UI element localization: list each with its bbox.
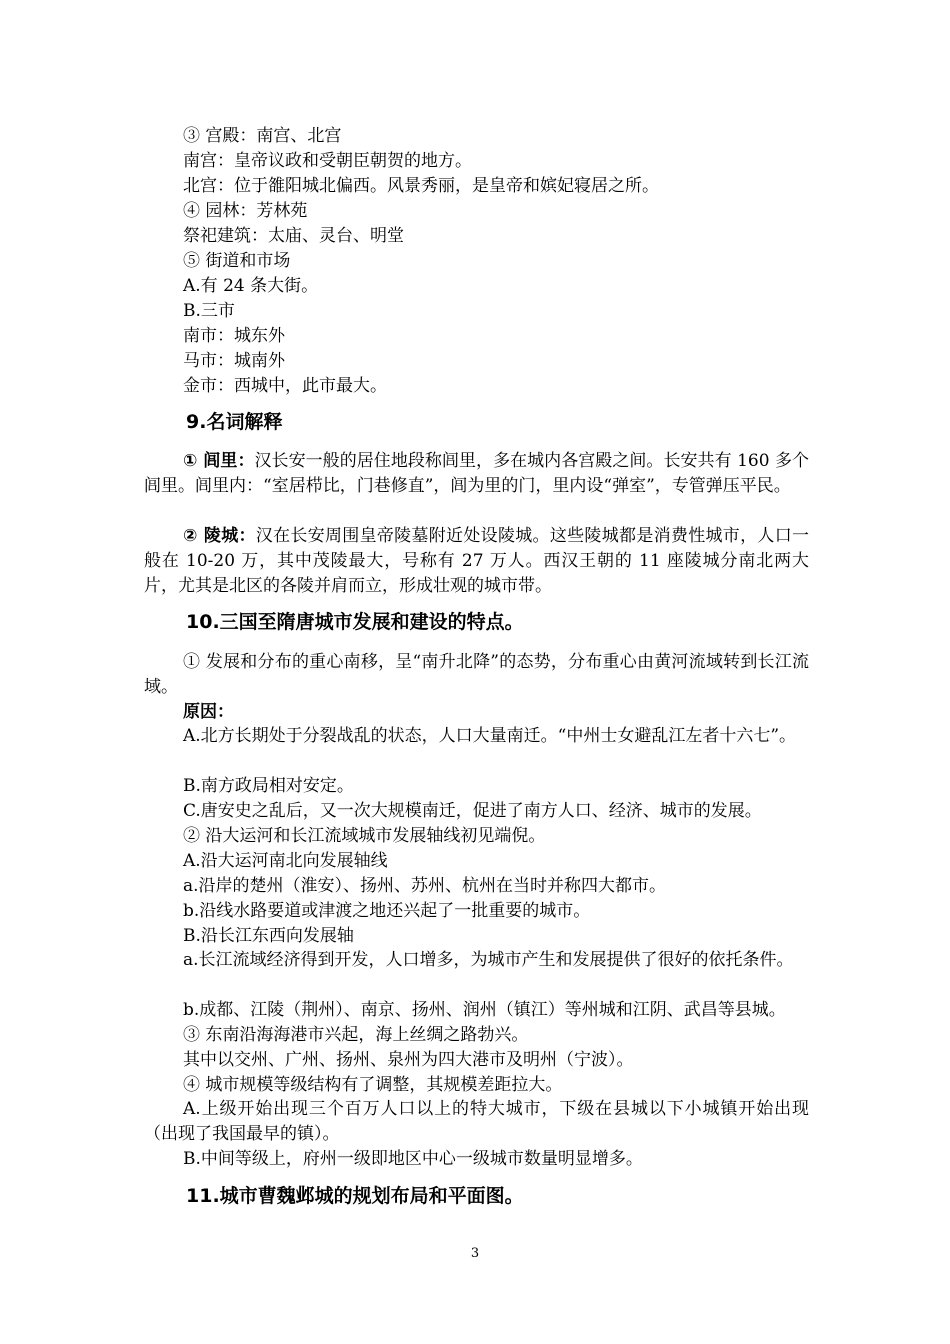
term-lvli-paragraph <box>144 449 809 499</box>
streets-markets-line: ⑤ 街道和市场 <box>183 251 291 271</box>
reason-a-paragraph: A.北方长期处于分裂战乱的状态，人口大量南迁。“中州士女避乱江左者十六七”。 <box>183 726 797 746</box>
point-2a-sub-a-line: a.沿岸的楚州（淮安）、扬州、苏州、杭州在当时并称四大都市。 <box>183 876 667 896</box>
ritual-buildings-line: 祭祀建筑：太庙、灵台、明堂 <box>183 226 404 246</box>
point-4a-paragraph: A.上级开始出现三个百万人口以上的特大城市，下级在县城以下小城镇开始出现（出现了我国最早的镇）。 <box>144 1099 809 1144</box>
point-2a-sub-b-line: b.沿线水路要道或津渡之地还兴起了一批重要的城市。 <box>183 901 591 921</box>
south-market-line: 南市：城东外 <box>183 326 285 346</box>
reason-c-line: C.唐安史之乱后，又一次大规模南迁，促进了南方人口、经济、城市的发展。 <box>183 801 762 821</box>
section-9-heading: 9.名词解释 <box>186 411 283 433</box>
point-2b-sub-a-paragraph: a.长江流域经济得到开发，人口增多，为城市产生和发展提供了很好的依托条件。 <box>183 950 794 970</box>
section-11-heading: 11.城市曹魏邺城的规划布局和平面图。 <box>186 1185 524 1207</box>
term-lingcheng-text: 汉在长安周围皇帝陵墓附近处设陵城。这些陵城都是消费性城市，人口一般在 10-20 万，其中茂陵最大，号称有 27 万人。西汉王朝的 11 座陵城分南北两大片，尤其是北区的各陵并肩而立，形成壮观的城市带。 <box>144 526 809 596</box>
point-2-line: ② 沿大运河和长江流域城市发展轴线初见端倪。 <box>183 826 546 846</box>
streets-count-line: A.有 24 条大街。 <box>183 276 319 296</box>
reason-b-line: B.南方政局相对安定。 <box>183 776 354 796</box>
point-3-line: ③ 东南沿海海港市兴起，海上丝绸之路勃兴。 <box>183 1025 529 1045</box>
page-number: 3 <box>470 1246 480 1261</box>
point-4b-line: B.中间等级上，府州一级即地区中心一级城市数量明显增多。 <box>183 1149 643 1169</box>
point-2b-line: B.沿长江东西向发展轴 <box>183 926 354 946</box>
point-3-detail-line: 其中以交州、广州、扬州、泉州为四大港市及明州（宁波）。 <box>183 1050 634 1070</box>
term-lvli-text: 汉长安一般的居住地段称闾里，多在城内各宫殿之间。长安共有 160 多个闾里。闾里内：“室居栉比，门巷修直”，闾为里的门，里内设“弹室”，专管弹压平民。 <box>144 451 809 496</box>
term-lingcheng: ② 陵城： <box>183 526 256 546</box>
point-4-line: ④ 城市规模等级结构有了调整，其规模差距拉大。 <box>183 1075 563 1095</box>
north-palace-line: 北宫：位于雒阳城北偏西。风景秀丽，是皇帝和嫔妃寝居之所。 <box>183 176 659 196</box>
garden-line: ④ 园林：芳林苑 <box>183 201 308 221</box>
point-2b-sub-b-line: b.成都、江陵（荆州）、南京、扬州、润州（镇江）等州城和江阴、武昌等县城。 <box>183 1000 786 1020</box>
reason-label: 原因： <box>183 702 234 722</box>
south-palace-line: 南宫：皇帝议政和受朝臣朝贺的地方。 <box>183 151 472 171</box>
section-10-heading: 10.三国至隋唐城市发展和建设的特点。 <box>186 611 524 633</box>
term-lvli: ① 闾里： <box>183 451 255 471</box>
gold-market-line: 金市：西城中，此市最大。 <box>183 376 387 396</box>
point-2a-line: A.沿大运河南北向发展轴线 <box>183 851 388 871</box>
term-lingcheng-paragraph <box>144 524 809 599</box>
palace-line: ③ 宫殿：南宫、北宫 <box>183 126 342 146</box>
horse-market-line: 马市：城南外 <box>183 351 285 371</box>
point-1-paragraph: ① 发展和分布的重心南移，呈“南升北降”的态势，分布重心由黄河流域转到长江流域。 <box>144 652 809 697</box>
three-markets-line: B.三市 <box>183 301 235 321</box>
